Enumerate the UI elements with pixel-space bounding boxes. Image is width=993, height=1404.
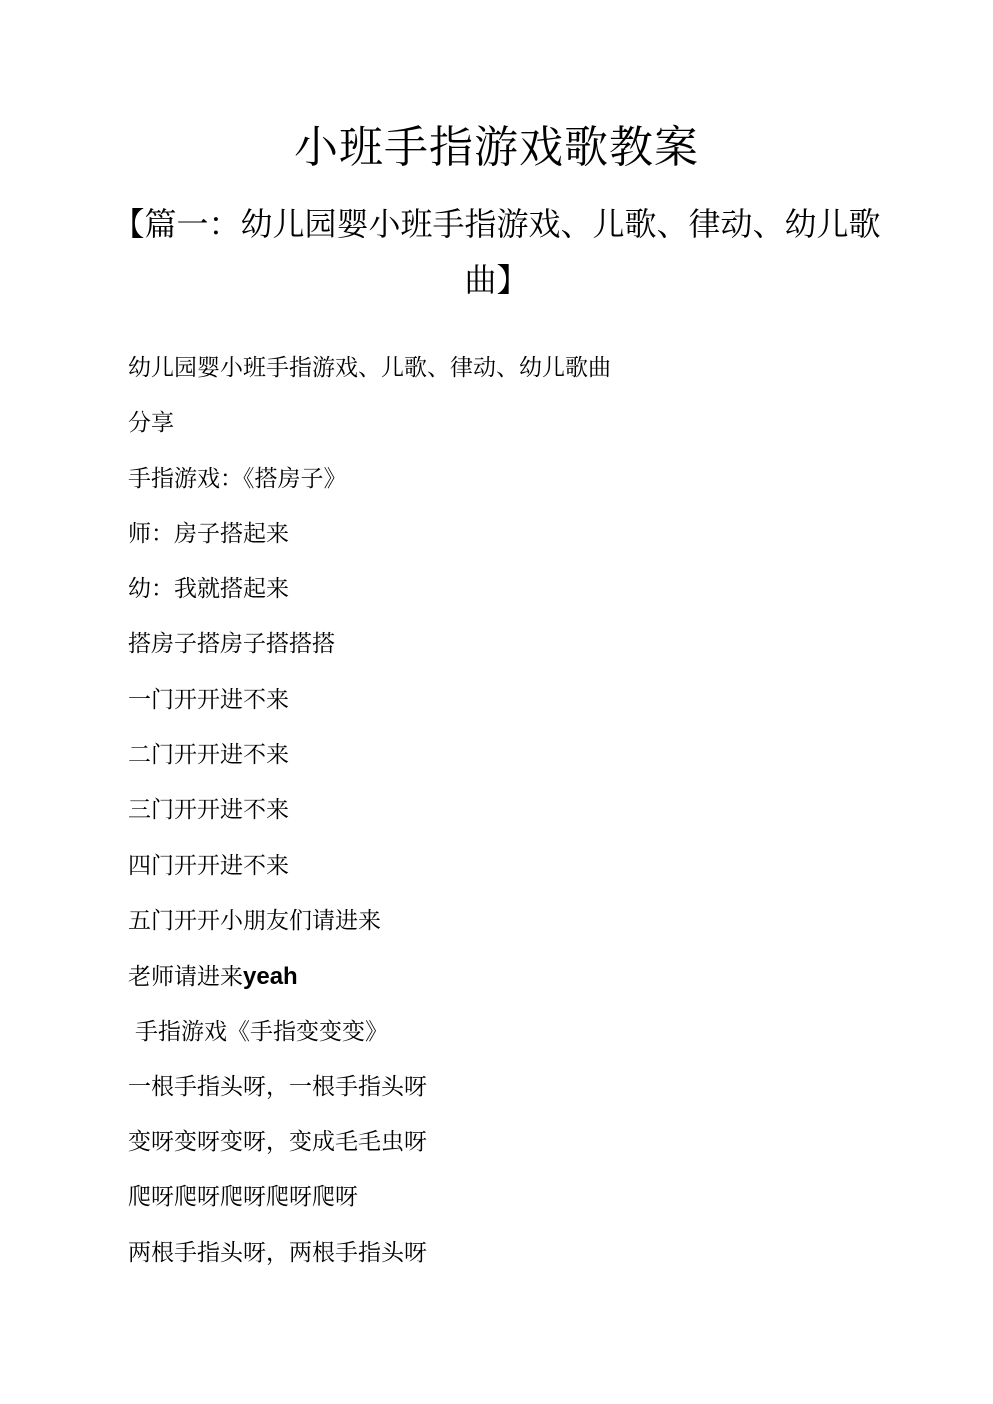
body-line [128, 949, 888, 1004]
body-line: 分享 [128, 410, 174, 437]
body-line: 变呀变呀变呀，变成毛毛虫呀 [128, 1129, 427, 1156]
body-line: 二门开开进不来 [128, 742, 289, 769]
body-line: 搭房子搭房子搭搭搭 [128, 631, 335, 658]
body-line: 手指游戏：《搭房子》 [128, 465, 347, 492]
body-line-latin-text: yeah [243, 963, 298, 991]
body-line: 手指游戏《手指变变变》 [135, 1018, 388, 1045]
body-line: 两根手指头呀，两根手指头呀 [128, 1239, 427, 1266]
body-line: 一门开开进不来 [128, 686, 289, 713]
body-line: 幼：我就搭起来 [128, 576, 289, 603]
document-title: 小班手指游戏歌教案 [294, 122, 699, 173]
body-line: 四门开开进不来 [128, 852, 289, 879]
document-subtitle: 【篇一：幼儿园婴小班手指游戏、儿歌、律动、幼儿歌曲】 [112, 205, 881, 299]
document-body [128, 341, 888, 1281]
body-line: 三门开开进不来 [128, 797, 289, 824]
body-line: 五门开开小朋友们请进来 [128, 907, 381, 934]
body-line-text: 老师请进来 [128, 964, 243, 991]
body-line: 幼儿园婴小班手指游戏、儿歌、律动、幼儿歌曲 [128, 355, 611, 381]
body-line: 一根手指头呀，一根手指头呀 [128, 1073, 427, 1100]
body-line: 师：房子搭起来 [128, 520, 289, 547]
body-line: 爬呀爬呀爬呀爬呀爬呀 [128, 1184, 358, 1211]
